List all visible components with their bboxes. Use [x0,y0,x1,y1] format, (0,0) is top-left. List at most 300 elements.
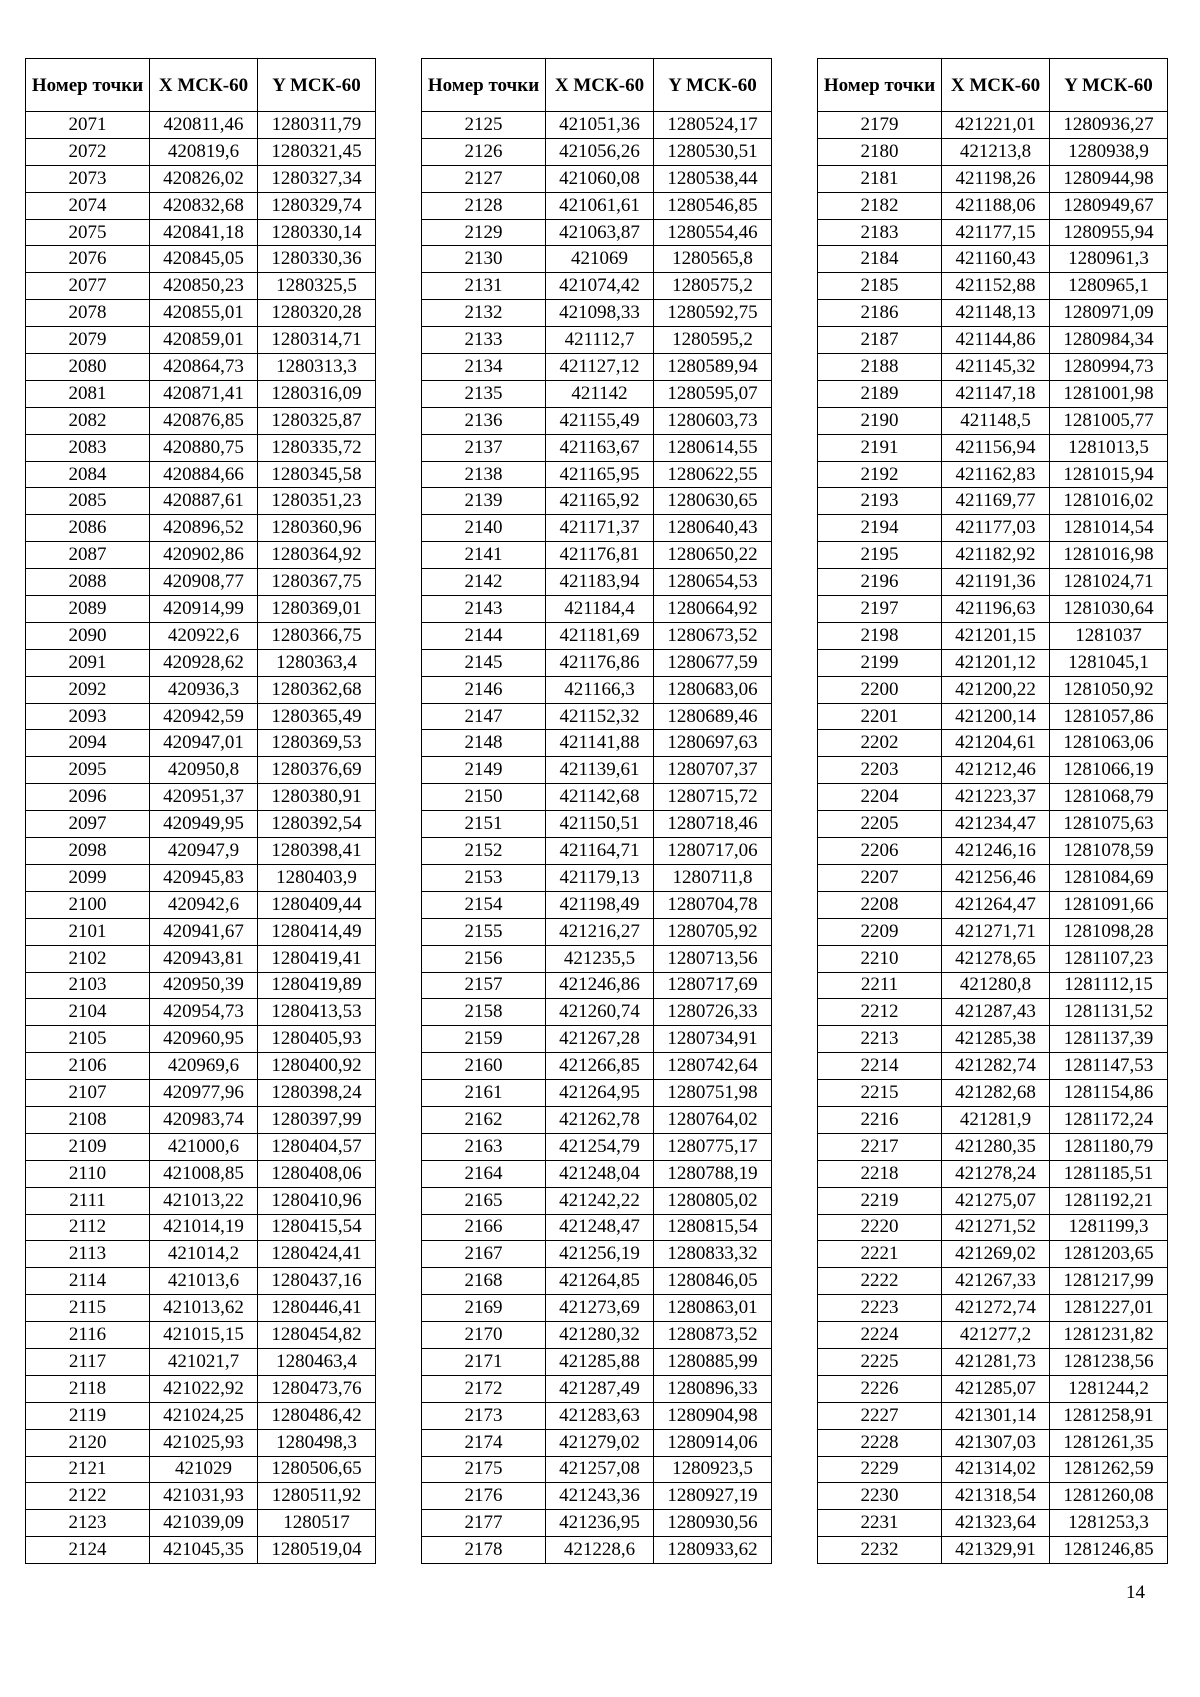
x-coordinate-cell: 420826,02 [150,165,258,192]
y-coordinate-cell: 1280419,89 [258,972,376,999]
x-coordinate-cell: 421273,69 [546,1295,654,1322]
table-row [818,649,1168,676]
y-coordinate-cell: 1280408,06 [258,1160,376,1187]
x-coordinate-cell: 420954,73 [150,999,258,1026]
table-row [422,1268,772,1295]
point-number-cell: 2150 [422,784,546,811]
point-number-cell: 2205 [818,811,942,838]
point-number-cell: 2133 [422,327,546,354]
table-row [818,1133,1168,1160]
y-coordinate-cell: 1280713,56 [654,945,772,972]
y-coordinate-cell: 1280392,54 [258,811,376,838]
y-coordinate-cell: 1280938,9 [1050,138,1168,165]
table-row [422,838,772,865]
y-coordinate-cell: 1280314,71 [258,327,376,354]
x-coordinate-cell: 421164,71 [546,838,654,865]
point-number-cell: 2166 [422,1214,546,1241]
point-number-cell: 2177 [422,1510,546,1537]
point-number-cell: 2121 [26,1456,150,1483]
table-row [26,327,376,354]
x-coordinate-cell: 421285,07 [942,1375,1050,1402]
table-row [818,1510,1168,1537]
table-row [26,1375,376,1402]
point-number-cell: 2162 [422,1106,546,1133]
table-row [26,622,376,649]
x-coordinate-cell: 420871,41 [150,380,258,407]
y-coordinate-cell: 1281098,28 [1050,918,1168,945]
table-row [26,1483,376,1510]
point-number-cell: 2112 [26,1214,150,1241]
x-coordinate-cell: 421127,12 [546,354,654,381]
point-number-cell: 2146 [422,676,546,703]
x-coordinate-cell: 421267,33 [942,1268,1050,1295]
point-number-cell: 2128 [422,192,546,219]
header-y-coordinate: Y МСК-60 [258,59,376,112]
table-row [422,891,772,918]
y-coordinate-cell: 1280486,42 [258,1402,376,1429]
point-number-cell: 2124 [26,1537,150,1564]
y-coordinate-cell: 1280885,99 [654,1348,772,1375]
x-coordinate-cell: 421318,54 [942,1483,1050,1510]
y-coordinate-cell: 1280965,1 [1050,273,1168,300]
table-row [422,676,772,703]
point-number-cell: 2108 [26,1106,150,1133]
header-y-coordinate: Y МСК-60 [1050,59,1168,112]
table-row [26,649,376,676]
table-row [422,1322,772,1349]
point-number-cell: 2134 [422,354,546,381]
point-number-cell: 2211 [818,972,942,999]
x-coordinate-cell: 421176,86 [546,649,654,676]
y-coordinate-cell: 1281107,23 [1050,945,1168,972]
y-coordinate-cell: 1280742,64 [654,1053,772,1080]
y-coordinate-cell: 1280930,56 [654,1510,772,1537]
table-row [818,354,1168,381]
y-coordinate-cell: 1281030,64 [1050,596,1168,623]
y-coordinate-cell: 1281078,59 [1050,838,1168,865]
x-coordinate-cell: 421200,22 [942,676,1050,703]
y-coordinate-cell: 1280955,94 [1050,219,1168,246]
x-coordinate-cell: 421287,43 [942,999,1050,1026]
point-number-cell: 2185 [818,273,942,300]
table-row [422,380,772,407]
point-number-cell: 2072 [26,138,150,165]
table-row [422,703,772,730]
y-coordinate-cell: 1280424,41 [258,1241,376,1268]
x-coordinate-cell: 420936,3 [150,676,258,703]
point-number-cell: 2167 [422,1241,546,1268]
point-number-cell: 2138 [422,461,546,488]
x-coordinate-cell: 420969,6 [150,1053,258,1080]
y-coordinate-cell: 1280971,09 [1050,300,1168,327]
y-coordinate-cell: 1280751,98 [654,1080,772,1107]
y-coordinate-cell: 1281217,99 [1050,1268,1168,1295]
point-number-cell: 2222 [818,1268,942,1295]
table-row [26,838,376,865]
point-number-cell: 2155 [422,918,546,945]
x-coordinate-cell: 421283,63 [546,1402,654,1429]
point-number-cell: 2207 [818,864,942,891]
point-number-cell: 2206 [818,838,942,865]
point-number-cell: 2169 [422,1295,546,1322]
x-coordinate-cell: 421323,64 [942,1510,1050,1537]
x-coordinate-cell: 421282,68 [942,1080,1050,1107]
point-number-cell: 2184 [818,246,942,273]
x-coordinate-cell: 420845,05 [150,246,258,273]
y-coordinate-cell: 1280415,54 [258,1214,376,1241]
x-coordinate-cell: 420884,66 [150,461,258,488]
y-coordinate-cell: 1281192,21 [1050,1187,1168,1214]
table-row [818,972,1168,999]
x-coordinate-cell: 421145,32 [942,354,1050,381]
y-coordinate-cell: 1280367,75 [258,569,376,596]
y-coordinate-cell: 1280554,46 [654,219,772,246]
point-number-cell: 2111 [26,1187,150,1214]
x-coordinate-cell: 421024,25 [150,1402,258,1429]
x-coordinate-cell: 421278,65 [942,945,1050,972]
header-x-coordinate: X МСК-60 [942,59,1050,112]
y-coordinate-cell: 1280726,33 [654,999,772,1026]
x-coordinate-cell: 421301,14 [942,1402,1050,1429]
point-number-cell: 2140 [422,515,546,542]
y-coordinate-cell: 1280473,76 [258,1375,376,1402]
point-number-cell: 2076 [26,246,150,273]
table-row [422,945,772,972]
table-row [26,784,376,811]
point-number-cell: 2212 [818,999,942,1026]
table-row [818,1241,1168,1268]
y-coordinate-cell: 1281253,3 [1050,1510,1168,1537]
table-row [26,1026,376,1053]
x-coordinate-cell: 421281,73 [942,1348,1050,1375]
x-coordinate-cell: 421280,8 [942,972,1050,999]
table-header-row [818,59,1168,112]
y-coordinate-cell: 1280603,73 [654,407,772,434]
y-coordinate-cell: 1280683,06 [654,676,772,703]
x-coordinate-cell: 421213,8 [942,138,1050,165]
x-coordinate-cell: 421031,93 [150,1483,258,1510]
table-row [422,165,772,192]
y-coordinate-cell: 1280589,94 [654,354,772,381]
table-row [818,434,1168,461]
x-coordinate-cell: 420942,59 [150,703,258,730]
y-coordinate-cell: 1281001,98 [1050,380,1168,407]
x-coordinate-cell: 420922,6 [150,622,258,649]
x-coordinate-cell: 421013,62 [150,1295,258,1322]
point-number-cell: 2088 [26,569,150,596]
table-row [818,327,1168,354]
table-row [26,515,376,542]
y-coordinate-cell: 1281261,35 [1050,1429,1168,1456]
point-number-cell: 2223 [818,1295,942,1322]
x-coordinate-cell: 421200,14 [942,703,1050,730]
y-coordinate-cell: 1280320,28 [258,300,376,327]
y-coordinate-cell: 1280927,19 [654,1483,772,1510]
x-coordinate-cell: 420943,81 [150,945,258,972]
y-coordinate-cell: 1280904,98 [654,1402,772,1429]
table-row [422,1429,772,1456]
table-row [26,945,376,972]
table-row [26,1510,376,1537]
point-number-cell: 2202 [818,730,942,757]
table-row [26,864,376,891]
x-coordinate-cell: 421198,26 [942,165,1050,192]
y-coordinate-cell: 1280697,63 [654,730,772,757]
point-number-cell: 2165 [422,1187,546,1214]
x-coordinate-cell: 421279,02 [546,1429,654,1456]
y-coordinate-cell: 1281084,69 [1050,864,1168,891]
table-row [818,730,1168,757]
table-row [818,1402,1168,1429]
x-coordinate-cell: 421212,46 [942,757,1050,784]
y-coordinate-cell: 1280538,44 [654,165,772,192]
point-number-cell: 2209 [818,918,942,945]
point-number-cell: 2148 [422,730,546,757]
y-coordinate-cell: 1280463,4 [258,1348,376,1375]
x-coordinate-cell: 421234,47 [942,811,1050,838]
table-row [422,622,772,649]
y-coordinate-cell: 1280677,59 [654,649,772,676]
x-coordinate-cell: 421147,18 [942,380,1050,407]
point-number-cell: 2181 [818,165,942,192]
y-coordinate-cell: 1281075,63 [1050,811,1168,838]
point-number-cell: 2160 [422,1053,546,1080]
table-row [26,138,376,165]
y-coordinate-cell: 1280689,46 [654,703,772,730]
y-coordinate-cell: 1280575,2 [654,273,772,300]
x-coordinate-cell: 421039,09 [150,1510,258,1537]
x-coordinate-cell: 421285,38 [942,1026,1050,1053]
point-number-cell: 2122 [26,1483,150,1510]
x-coordinate-cell: 420850,23 [150,273,258,300]
table-row [422,1187,772,1214]
x-coordinate-cell: 421045,35 [150,1537,258,1564]
x-coordinate-cell: 421074,42 [546,273,654,300]
y-coordinate-cell: 1280405,93 [258,1026,376,1053]
y-coordinate-cell: 1280369,01 [258,596,376,623]
point-number-cell: 2194 [818,515,942,542]
table-row [422,1080,772,1107]
y-coordinate-cell: 1280775,17 [654,1133,772,1160]
x-coordinate-cell: 421150,51 [546,811,654,838]
x-coordinate-cell: 420914,99 [150,596,258,623]
x-coordinate-cell: 420859,01 [150,327,258,354]
table-row [422,1456,772,1483]
x-coordinate-cell: 421228,6 [546,1537,654,1564]
table-row [818,1429,1168,1456]
table-row [26,380,376,407]
point-number-cell: 2105 [26,1026,150,1053]
point-number-cell: 2203 [818,757,942,784]
point-number-cell: 2216 [818,1106,942,1133]
y-coordinate-cell: 1281050,92 [1050,676,1168,703]
x-coordinate-cell: 421256,19 [546,1241,654,1268]
y-coordinate-cell: 1280664,92 [654,596,772,623]
point-number-cell: 2175 [422,1456,546,1483]
x-coordinate-cell: 421148,13 [942,300,1050,327]
table-row [26,730,376,757]
y-coordinate-cell: 1281005,77 [1050,407,1168,434]
table-row [818,784,1168,811]
y-coordinate-cell: 1281246,85 [1050,1537,1168,1564]
y-coordinate-cell: 1280327,34 [258,165,376,192]
table-row [818,1483,1168,1510]
table-row [422,784,772,811]
y-coordinate-cell: 1280321,45 [258,138,376,165]
x-coordinate-cell: 421051,36 [546,112,654,139]
y-coordinate-cell: 1281014,54 [1050,515,1168,542]
x-coordinate-cell: 421287,49 [546,1375,654,1402]
point-number-cell: 2156 [422,945,546,972]
table-row [26,1537,376,1564]
table-row [818,811,1168,838]
table-row [818,622,1168,649]
y-coordinate-cell: 1280446,41 [258,1295,376,1322]
header-point-number: Номер точки [422,59,546,112]
y-coordinate-cell: 1280707,37 [654,757,772,784]
table-row [26,461,376,488]
x-coordinate-cell: 421021,7 [150,1348,258,1375]
x-coordinate-cell: 421236,95 [546,1510,654,1537]
page-number: 14 [1126,1582,1145,1603]
y-coordinate-cell: 1280717,69 [654,972,772,999]
x-coordinate-cell: 421063,87 [546,219,654,246]
table-row [818,300,1168,327]
table-row [26,1429,376,1456]
table-row [818,999,1168,1026]
x-coordinate-cell: 420928,62 [150,649,258,676]
x-coordinate-cell: 421201,15 [942,622,1050,649]
y-coordinate-cell: 1280419,41 [258,945,376,972]
table-header-row [26,59,376,112]
table-row [422,246,772,273]
table-row [818,596,1168,623]
table-row [422,1537,772,1564]
point-number-cell: 2130 [422,246,546,273]
point-number-cell: 2120 [26,1429,150,1456]
point-number-cell: 2116 [26,1322,150,1349]
x-coordinate-cell: 421169,77 [942,488,1050,515]
x-coordinate-cell: 420896,52 [150,515,258,542]
table-row [818,1053,1168,1080]
x-coordinate-cell: 421144,86 [942,327,1050,354]
y-coordinate-cell: 1280398,41 [258,838,376,865]
point-number-cell: 2215 [818,1080,942,1107]
y-coordinate-cell: 1280362,68 [258,676,376,703]
table-row [422,1510,772,1537]
x-coordinate-cell: 421139,61 [546,757,654,784]
y-coordinate-cell: 1281024,71 [1050,569,1168,596]
x-coordinate-cell: 421264,47 [942,891,1050,918]
y-coordinate-cell: 1280409,44 [258,891,376,918]
table-row [818,1268,1168,1295]
point-number-cell: 2154 [422,891,546,918]
table-row [422,112,772,139]
point-number-cell: 2095 [26,757,150,784]
table-row [26,1322,376,1349]
y-coordinate-cell: 1280398,24 [258,1080,376,1107]
point-number-cell: 2158 [422,999,546,1026]
table-row [818,273,1168,300]
table-row [818,112,1168,139]
x-coordinate-cell: 421256,46 [942,864,1050,891]
point-number-cell: 2117 [26,1348,150,1375]
x-coordinate-cell: 421141,88 [546,730,654,757]
point-number-cell: 2104 [26,999,150,1026]
point-number-cell: 2198 [818,622,942,649]
point-number-cell: 2173 [422,1402,546,1429]
point-number-cell: 2168 [422,1268,546,1295]
x-coordinate-cell: 421280,35 [942,1133,1050,1160]
point-number-cell: 2210 [818,945,942,972]
table-row [26,811,376,838]
point-number-cell: 2110 [26,1160,150,1187]
x-coordinate-cell: 421235,5 [546,945,654,972]
y-coordinate-cell: 1280994,73 [1050,354,1168,381]
x-coordinate-cell: 421329,91 [942,1537,1050,1564]
y-coordinate-cell: 1280360,96 [258,515,376,542]
point-number-cell: 2214 [818,1053,942,1080]
table-row [818,461,1168,488]
point-number-cell: 2217 [818,1133,942,1160]
point-number-cell: 2074 [26,192,150,219]
y-coordinate-cell: 1280705,92 [654,918,772,945]
y-coordinate-cell: 1280524,17 [654,112,772,139]
x-coordinate-cell: 421025,93 [150,1429,258,1456]
point-number-cell: 2193 [818,488,942,515]
y-coordinate-cell: 1281258,91 [1050,1402,1168,1429]
table-row [26,1053,376,1080]
y-coordinate-cell: 1281203,65 [1050,1241,1168,1268]
point-number-cell: 2097 [26,811,150,838]
y-coordinate-cell: 1280734,91 [654,1026,772,1053]
x-coordinate-cell: 421183,94 [546,569,654,596]
table-row [422,811,772,838]
point-number-cell: 2230 [818,1483,942,1510]
y-coordinate-cell: 1280380,91 [258,784,376,811]
point-number-cell: 2081 [26,380,150,407]
point-number-cell: 2098 [26,838,150,865]
x-coordinate-cell: 421196,63 [942,596,1050,623]
y-coordinate-cell: 1280764,02 [654,1106,772,1133]
header-x-coordinate: X МСК-60 [546,59,654,112]
y-coordinate-cell: 1280711,8 [654,864,772,891]
y-coordinate-cell: 1280595,07 [654,380,772,407]
point-number-cell: 2197 [818,596,942,623]
x-coordinate-cell: 421269,02 [942,1241,1050,1268]
point-number-cell: 2102 [26,945,150,972]
table-row [26,1106,376,1133]
point-number-cell: 2201 [818,703,942,730]
x-coordinate-cell: 420832,68 [150,192,258,219]
point-number-cell: 2090 [26,622,150,649]
y-coordinate-cell: 1280519,04 [258,1537,376,1564]
point-number-cell: 2195 [818,542,942,569]
y-coordinate-cell: 1281015,94 [1050,461,1168,488]
y-coordinate-cell: 1280316,09 [258,380,376,407]
point-number-cell: 2153 [422,864,546,891]
point-number-cell: 2094 [26,730,150,757]
x-coordinate-cell: 421179,13 [546,864,654,891]
x-coordinate-cell: 420960,95 [150,1026,258,1053]
point-number-cell: 2092 [26,676,150,703]
table-row [818,138,1168,165]
table-row [818,1160,1168,1187]
x-coordinate-cell: 421015,15 [150,1322,258,1349]
point-number-cell: 2137 [422,434,546,461]
table-row [818,891,1168,918]
point-number-cell: 2080 [26,354,150,381]
